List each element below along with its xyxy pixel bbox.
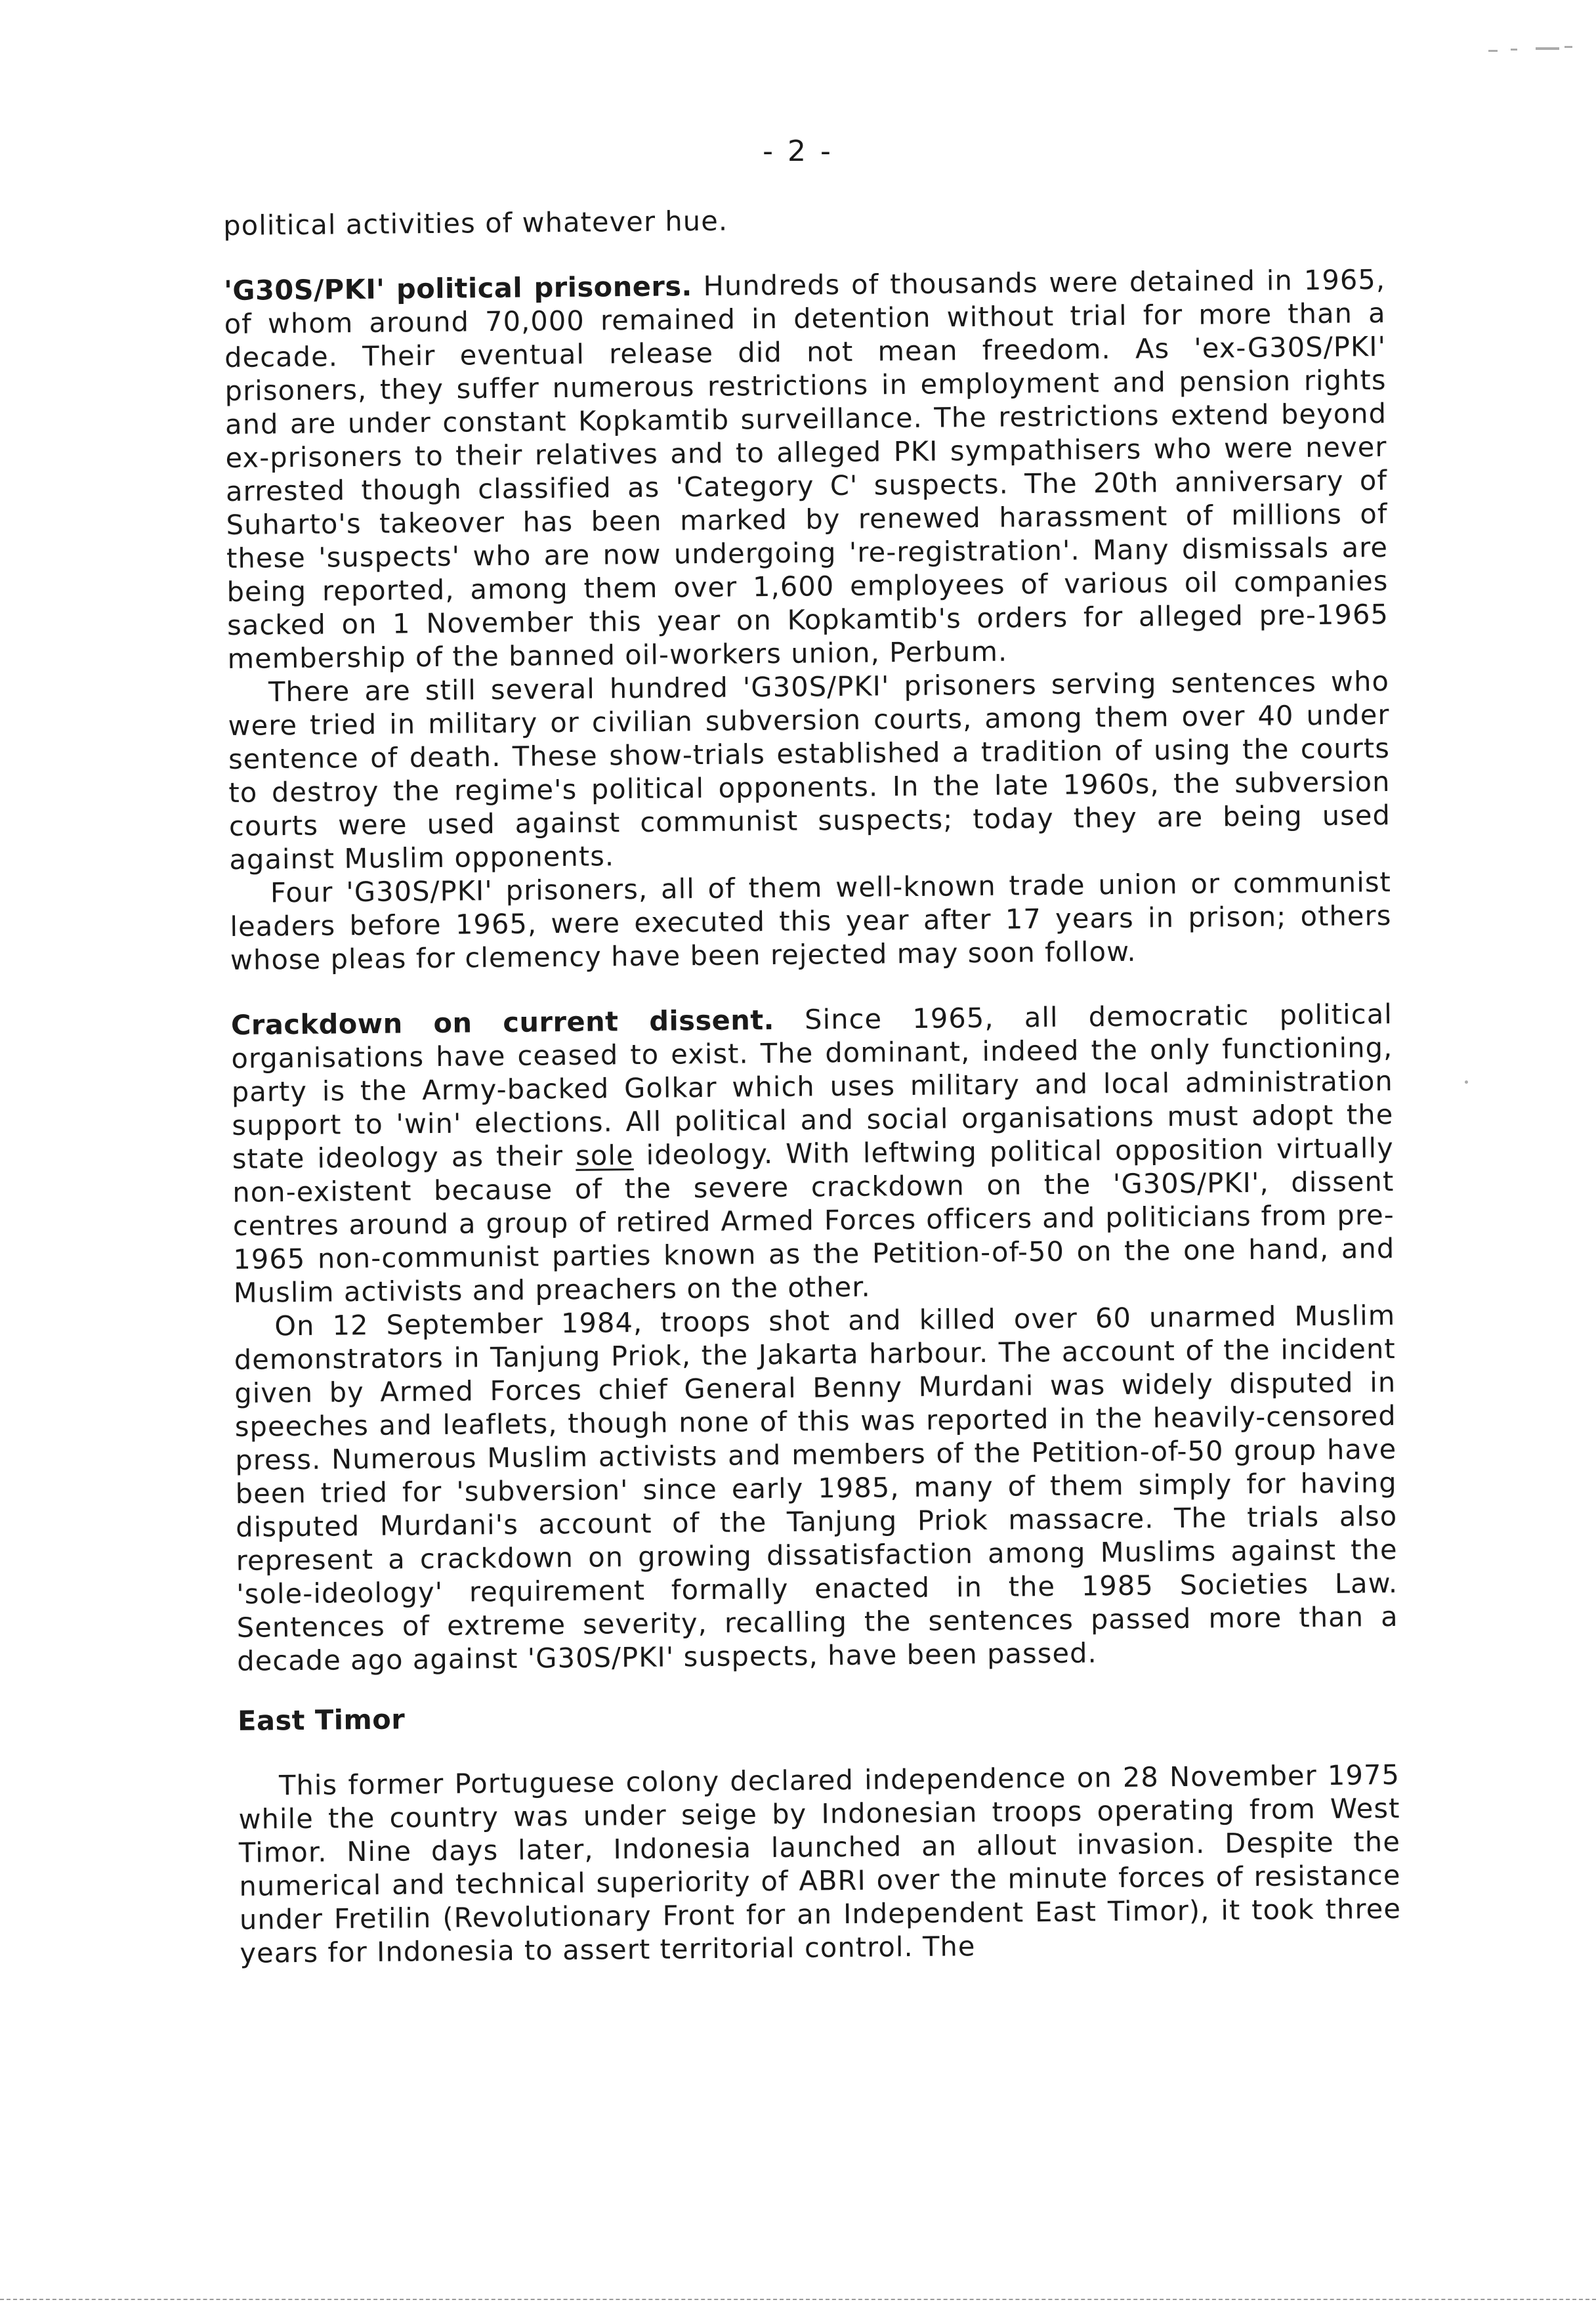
paragraph-east-timor: This former Portuguese colony declared independence on 28 November 1975 while the country was under seige by Indonesian troops operating from West Timor. Nine days later, Indonesia launched an allout invasion. Despite the numerical and technical superiority of ABRI over the minute forces of resistance under Fretilin (Revolutionary Front for an Independent East Timor), it took three years for Indonesia to assert territorial control. The <box>238 1758 1402 1969</box>
paragraph-tanjung-priok: On 12 September 1984, troops shot and killed over 60 unarmed Muslim demonstrators in Tanjung Priok, the Jakarta harbour. The account of the incident given by Armed Forces chief General Benny Murdani was widely disputed in speeches and leaflets, though none of this was reported in the heavily-censored press. Numerous Muslim activists and members of the Petition-of-50 group have been tried for 'subversion' since early 1985, many of them simply for having disputed Murdani's account of the Tanjung Priok massacre. The trials also represent a crackdown on growing dissatisfaction among Muslims against the 'sole-ideology' requirement formally enacted in the 1985 Societies Law. Sentences of extreme severity, recalling the sentences passed more than a decade ago against 'G30S/PKI' suspects, have been passed. <box>234 1298 1398 1677</box>
paragraph-crackdown <box>231 997 1395 1310</box>
paragraph-political-prisoners <box>224 263 1389 675</box>
underlined-word: sole <box>575 1139 634 1172</box>
paragraph-text: ideology. With leftwing political opposition virtually non-existent because of the severe crackdown on the 'G30S/PKI', dissent centres around a group of retired Armed Forces officers and politicians from pre-1965 non-communist parties known as the Petition-of-50 on the one hand, and Muslim activists and preachers on the other. <box>232 1131 1395 1309</box>
scan-artifact <box>1465 1080 1468 1084</box>
paragraph-subversion-courts: There are still several hundred 'G30S/PKI' prisoners serving sentences who were tried in military or civilian subversion courts, among them over 40 under sentence of death. These show-trials established a tradition of using the courts to destroy the regime's political opponents. In the late 1960s, the subversion courts were used against communist suspects; today they are being used against Muslim opponents. <box>228 664 1391 876</box>
paragraph-text: Hundreds of thousands were detained in 1965, of whom around 70,000 remained in detention without trial for more than a decade. Their eventual release did not mean freedom. As 'ex-G30S/PKI' prisoners, they suffer numerous restrictions in employment and pension rights and are under constant Kopkamtib surveillance. The restrictions extend beyond ex-prisoners to their relatives and to alleged PKI sympathisers who were never arrested though classified as 'Category C' suspects. The 20th anniversary of Suharto's takeover has been marked by renewed harassment of millions of these 'suspects' who are now undergoing 're-registration'. Many dismissals are being reported, among them over 1,600 employees of various oil companies sacked on 1 November this year on Kopkamtib's orders for alleged pre-1965 membership of the banned oil-workers union, Perbum. <box>224 263 1389 675</box>
paragraph-continuation: political activities of whatever hue. <box>223 204 728 242</box>
scan-bottom-edge <box>0 2299 1596 2300</box>
paragraph-executions: Four 'G30S/PKI' prisoners, all of them well-known trade union or communist leaders before 1965, were executed this year after 17 years in prison; others whose pleas for clemency have been rejected may soon follow. <box>230 865 1392 976</box>
paragraph-text: Since 1965, all democratic political organisations have ceased to exist. The dominant, indeed the only functioning, party is the Army-backed Golkar which uses military and local administration support to 'win' elections. All political and social organisations must adopt the state ideology as their <box>231 997 1394 1175</box>
heading-political-prisoners: 'G30S/PKI' political prisoners. <box>223 270 693 307</box>
scan-artifact <box>1564 46 1572 48</box>
scan-artifact <box>1536 47 1559 50</box>
scan-artifact <box>1511 49 1517 51</box>
heading-crackdown: Crackdown on current dissent. <box>230 1003 775 1041</box>
section-heading-east-timor: East Timor <box>237 1703 406 1737</box>
page-number: - 2 - <box>763 135 833 168</box>
scan-artifact <box>1488 50 1498 52</box>
body-text <box>223 198 1402 1970</box>
